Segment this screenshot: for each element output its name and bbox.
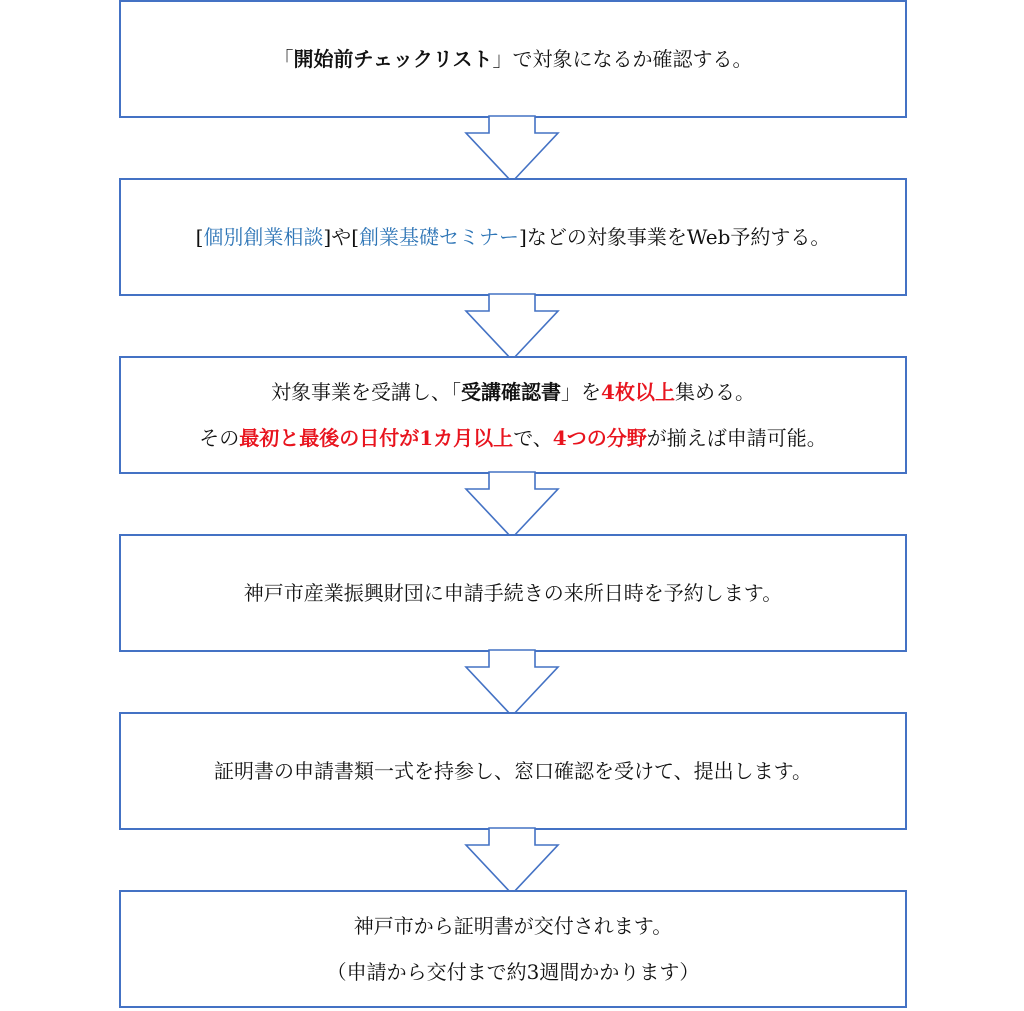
- step-3-line-1: [271, 380, 755, 404]
- step-1-text: 」で対象になるか確認する。: [492, 47, 753, 71]
- down-arrow-icon: [466, 116, 558, 182]
- step-6-box: [119, 890, 907, 1008]
- step-2-text: [: [195, 225, 204, 249]
- step-3-text: 」を: [561, 380, 602, 404]
- step-5-line-1: [214, 759, 812, 783]
- step-1-text: 「: [273, 47, 294, 71]
- individual-consultation-link[interactable]: 個別創業相談: [203, 225, 324, 249]
- step-5-box: [119, 712, 907, 830]
- step-3-line-2: [199, 426, 826, 450]
- date-span-highlight: 最初と最後の日付が1カ月以上: [239, 426, 514, 450]
- step-4-line-1: [244, 581, 782, 605]
- step-3-box: [119, 356, 907, 474]
- down-arrow-icon: [466, 472, 558, 538]
- step-6-text: 神戸市から証明書が交付されます。: [353, 914, 673, 938]
- step-3-text: 集める。: [674, 380, 755, 404]
- step-6-line-2: [327, 960, 700, 984]
- checklist-label: 開始前チェックリスト: [293, 47, 493, 71]
- down-arrow-icon: [466, 294, 558, 360]
- step-2-box: [119, 178, 907, 296]
- step-6-note: （申請から交付まで約3週間かかります）: [326, 960, 700, 984]
- step-2-text: ]や[: [323, 225, 360, 249]
- step-3-text: その: [199, 426, 240, 450]
- step-2-text: ]などの対象事業をWeb予約する。: [519, 225, 831, 249]
- step-1-box: [119, 0, 907, 118]
- four-or-more-highlight: 4枚以上: [601, 380, 675, 404]
- down-arrow-icon: [466, 828, 558, 894]
- attendance-certificate-label: 受講確認書: [461, 380, 562, 404]
- step-4-box: [119, 534, 907, 652]
- step-1-line-1: [274, 47, 753, 71]
- step-2-line-1: [196, 225, 831, 249]
- down-arrow-icon: [466, 650, 558, 716]
- four-fields-highlight: 4つの分野: [552, 426, 647, 450]
- step-4-text: 神戸市産業振興財団に申請手続きの来所日時を予約します。: [243, 581, 783, 605]
- step-3-text: 対象事業を受講し、「: [271, 380, 462, 404]
- step-3-text: で、: [513, 426, 553, 450]
- step-3-text: が揃えば申請可能。: [646, 426, 827, 450]
- step-5-text: 証明書の申請書類一式を持参し、窓口確認を受けて、提出します。: [214, 759, 812, 783]
- basic-seminar-link[interactable]: 創業基礎セミナー: [359, 225, 520, 249]
- step-6-line-1: [354, 914, 672, 938]
